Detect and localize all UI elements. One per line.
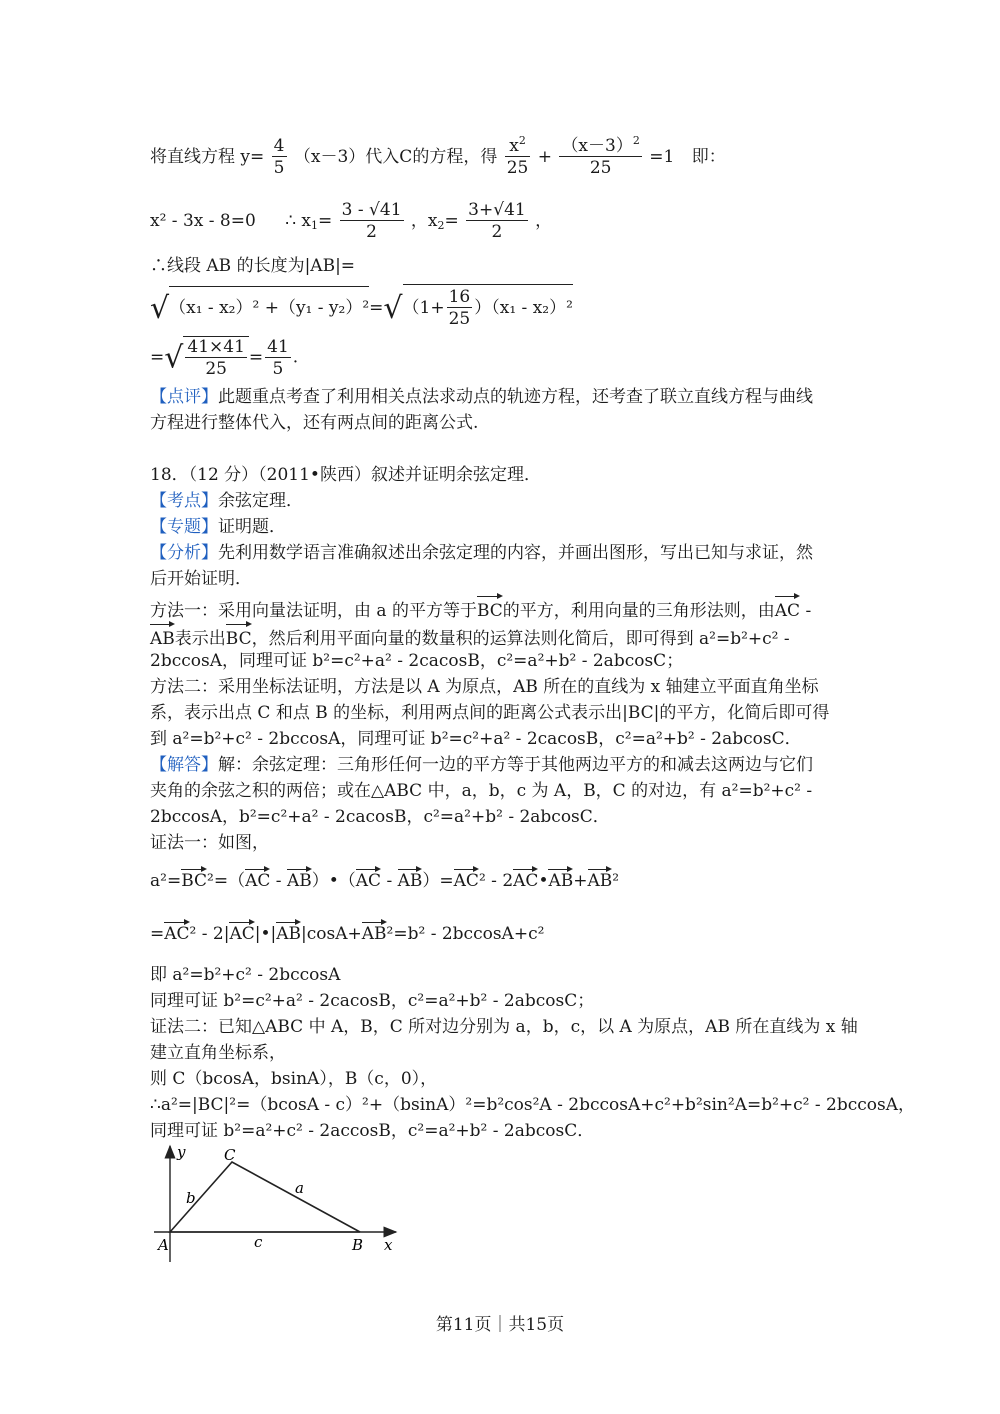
page-footer: 第11页｜共15页: [435, 1315, 565, 1335]
text: ² - 2|: [189, 924, 230, 944]
text: ²=（: [207, 871, 246, 891]
numerator: 3+√41: [468, 200, 526, 220]
side-b-label: b: [186, 1189, 196, 1207]
text: =: [150, 924, 165, 944]
fenxi-line-2: 后开始证明．: [150, 569, 252, 589]
fraction: [559, 136, 641, 179]
fraction: [340, 200, 404, 243]
text: 的平方，利用向量的三角形法则，由: [502, 601, 775, 621]
text: .: [292, 347, 299, 368]
vector-ac: AC: [245, 867, 270, 891]
text: 此题重点考查了利用相关点法求动点的轨迹方程，还考查了联立直线方程与曲线: [218, 387, 813, 407]
sqrt-content: （x₁ - x₂）² +（y₁ - y₂）²: [169, 286, 369, 318]
text: 先利用数学语言准确叙述出余弦定理的内容，并画出图形，写出已知与求证，然: [218, 543, 813, 563]
denominator: 5: [273, 158, 285, 178]
text: 方法一：采用向量法证明，由 a 的平方等于: [150, 601, 477, 621]
triangle-figure: [140, 1140, 410, 1265]
text: 余弦定理．: [218, 491, 303, 511]
sqrt-sign: √: [150, 291, 170, 326]
numerator: $x^2$: [505, 136, 531, 157]
vector-ac: AC: [775, 594, 800, 624]
equation-line-2: x² - 3x - 8=0 ∴ $x_1=$ $\frac{3 - √41}{2}$ ，$x_2=$ $\frac{3+√41}{2}$ ，: [150, 200, 553, 242]
sqrt-sign: √: [383, 291, 403, 326]
vertex-a-label: A: [158, 1236, 169, 1254]
denominator: 25: [589, 158, 612, 178]
text: •: [538, 871, 549, 891]
jieda-line-3: 2bccosA，b²=c²+a² - 2cacosB，c²=a²+b² - 2abcosC．: [150, 807, 610, 827]
x-axis-label: x: [384, 1236, 393, 1254]
proof1-heading: 证法一：如图，: [150, 833, 269, 853]
text: （1+: [402, 298, 445, 318]
numerator: 3 - √41: [341, 200, 402, 220]
proof2-line-3: 则 C（bcosA，bsinA），B（c，0），: [150, 1069, 438, 1089]
text: +: [573, 871, 588, 891]
text: 解：余弦定理：三角形任何一边的平方等于其他两边平方的和减去这两边与它们: [218, 755, 813, 775]
text: =1: [649, 147, 675, 167]
text: -: [381, 871, 398, 891]
kaodian-line: [150, 488, 303, 514]
denominator: 25: [448, 309, 471, 329]
zhuanti-line: [150, 514, 286, 540]
text: |cosA+: [301, 924, 362, 944]
denominator: 2: [366, 222, 377, 242]
sqrt-sign: √: [164, 340, 184, 376]
text: y=: [240, 147, 265, 167]
vector-ab: AB: [548, 867, 573, 891]
fraction: [466, 200, 528, 243]
numerator: 41: [267, 336, 289, 357]
denominator: 25: [506, 158, 529, 178]
numerator: 41×41: [187, 337, 245, 357]
text: +: [537, 147, 553, 167]
triangle-abc: [170, 1162, 360, 1232]
text: 证明题．: [218, 517, 286, 537]
kaodian-tag: 【考点】: [150, 491, 218, 511]
method1-line-3: 2bccosA，同理可证 b²=c²+a² - 2cacosB，c²=a²+b² - 2abcosC；: [150, 651, 684, 671]
vector-ab: AB: [588, 867, 613, 891]
question-18-heading: 18．（12 分）（2011•陕西）叙述并证明余弦定理．: [150, 465, 541, 485]
text: ∴ x: [285, 211, 312, 231]
text: ）•（: [311, 871, 356, 891]
fraction: [265, 337, 291, 380]
denominator: 25: [205, 359, 227, 379]
fenxi-line-1: [150, 540, 813, 566]
review-tag: 【点评】: [150, 387, 218, 407]
text: （x－3）代入C的方程，得: [293, 147, 498, 167]
text: ² - 2: [478, 871, 514, 891]
vector-ab: AB: [276, 920, 301, 944]
text: ²=b² - 2bccosA+c²: [386, 924, 545, 944]
vector-ac: AC: [356, 867, 381, 891]
vector-bc: BC: [181, 867, 207, 891]
jieda-line-2: 夹角的余弦之积的两倍；或在△ABC 中，a，b，c 为 A，B，C 的对边，有 a²=b²+c² -: [150, 781, 813, 801]
method2-line-1: 方法二：采用坐标法证明，方法是以 A 为原点，AB 所在的直线为 x 轴建立平面直角坐标: [150, 677, 819, 697]
text: =: [150, 347, 165, 368]
method2-line-3: 到 a²=b²+c² - 2bccosA，同理可证 b²=c²+a² - 2cacosB，c²=a²+b² - 2abcosC．: [150, 729, 802, 749]
numerator: 16: [448, 287, 471, 307]
vector-ab: AB: [150, 622, 175, 652]
denominator: 2: [491, 222, 503, 242]
text: a²=: [150, 871, 182, 891]
vector-ac: AC: [229, 920, 254, 944]
proof2-line-5: 同理可证 b²=a²+c² - 2accosB，c²=a²+b² - 2abcosC．: [150, 1121, 595, 1141]
text: ，然后利用平面向量的数量积的运算法则化简后，即可得到 a²=b²+c² -: [251, 629, 790, 649]
fraction: [185, 337, 247, 380]
equation-line-4: [150, 284, 573, 330]
vector-ac: AC: [454, 867, 479, 891]
method1-line-1: [150, 594, 811, 624]
vector-bc: BC: [477, 594, 503, 624]
text: ）（x₁ - x₂）²: [474, 298, 573, 318]
vector-proof-line-1: [150, 866, 619, 891]
text: x² - 3x - 8=0: [150, 211, 256, 231]
text: -: [270, 871, 287, 891]
text: =: [248, 347, 264, 368]
ab-length-line: ∴线段 AB 的长度为|AB|=: [150, 256, 356, 276]
denominator: 5: [272, 358, 284, 379]
sqrt-content: [183, 336, 249, 380]
vector-ab: AB: [398, 867, 423, 891]
text: 将直线方程: [150, 147, 235, 167]
y-axis-label: y: [177, 1143, 186, 1161]
equation-line-1: [150, 136, 726, 179]
fraction: [272, 136, 287, 179]
proof1-similar: 同理可证 b²=c²+a² - 2cacosB，c²=a²+b² - 2abcosC；: [150, 991, 595, 1011]
text: ，x: [410, 211, 438, 231]
side-a-label: a: [295, 1179, 304, 1197]
proof2-line-2: 建立直角坐标系，: [150, 1043, 286, 1063]
proof1-result: 即 a²=b²+c² - 2bccosA: [150, 965, 341, 985]
vector-bc: BC: [226, 622, 252, 652]
vector-ac: AC: [513, 867, 538, 891]
vector-ab: AB: [287, 867, 312, 891]
method2-line-2: 系，表示出点 C 和点 B 的坐标，利用两点间的距离公式表示出|BC|的平方，化简后即可得: [150, 703, 830, 723]
equation-line-5: [150, 336, 298, 380]
sqrt-content: [403, 284, 573, 330]
vector-ab: AB: [362, 920, 387, 944]
text: ，: [535, 211, 553, 231]
text: ）=: [422, 871, 454, 891]
text: x: [509, 136, 519, 156]
text: -: [800, 601, 812, 621]
proof2-line-4: ∴a²=|BC|²=（bcosA - c）²+（bsinA）²=b²cos²A - 2bccosA+c²+b²sin²A=b²+c² - 2bccosA，: [150, 1095, 916, 1115]
vertex-c-label: C: [224, 1146, 236, 1164]
side-c-label: c: [254, 1233, 263, 1251]
vector-ac: AC: [164, 920, 189, 944]
jieda-tag: 【解答】: [150, 755, 218, 775]
numerator: $(x-3)^2$: [561, 134, 640, 156]
review-line-2: 方程进行整体代入，还有两点间的距离公式.: [150, 413, 479, 433]
fraction: [505, 136, 531, 179]
proof2-line-1: 证法二：已知△ABC 中 A，B，C 所对边分别为 a，b，c，以 A 为原点，AB 所在直线为 x 轴: [150, 1017, 858, 1037]
text: |•|: [254, 924, 277, 944]
numerator: 4: [273, 136, 285, 156]
vertex-b-label: B: [352, 1236, 364, 1254]
fenxi-tag: 【分析】: [150, 543, 218, 563]
jieda-line-1: [150, 752, 813, 778]
text: =: [369, 298, 384, 318]
vector-proof-line-2: [150, 920, 544, 944]
zhuanti-tag: 【专题】: [150, 517, 218, 537]
fraction: [447, 287, 473, 330]
review-line-1: [150, 384, 813, 410]
text: ²: [612, 871, 620, 891]
text: （x－3）: [561, 136, 633, 156]
text: 表示出: [174, 629, 226, 649]
text: 即：: [691, 147, 726, 167]
